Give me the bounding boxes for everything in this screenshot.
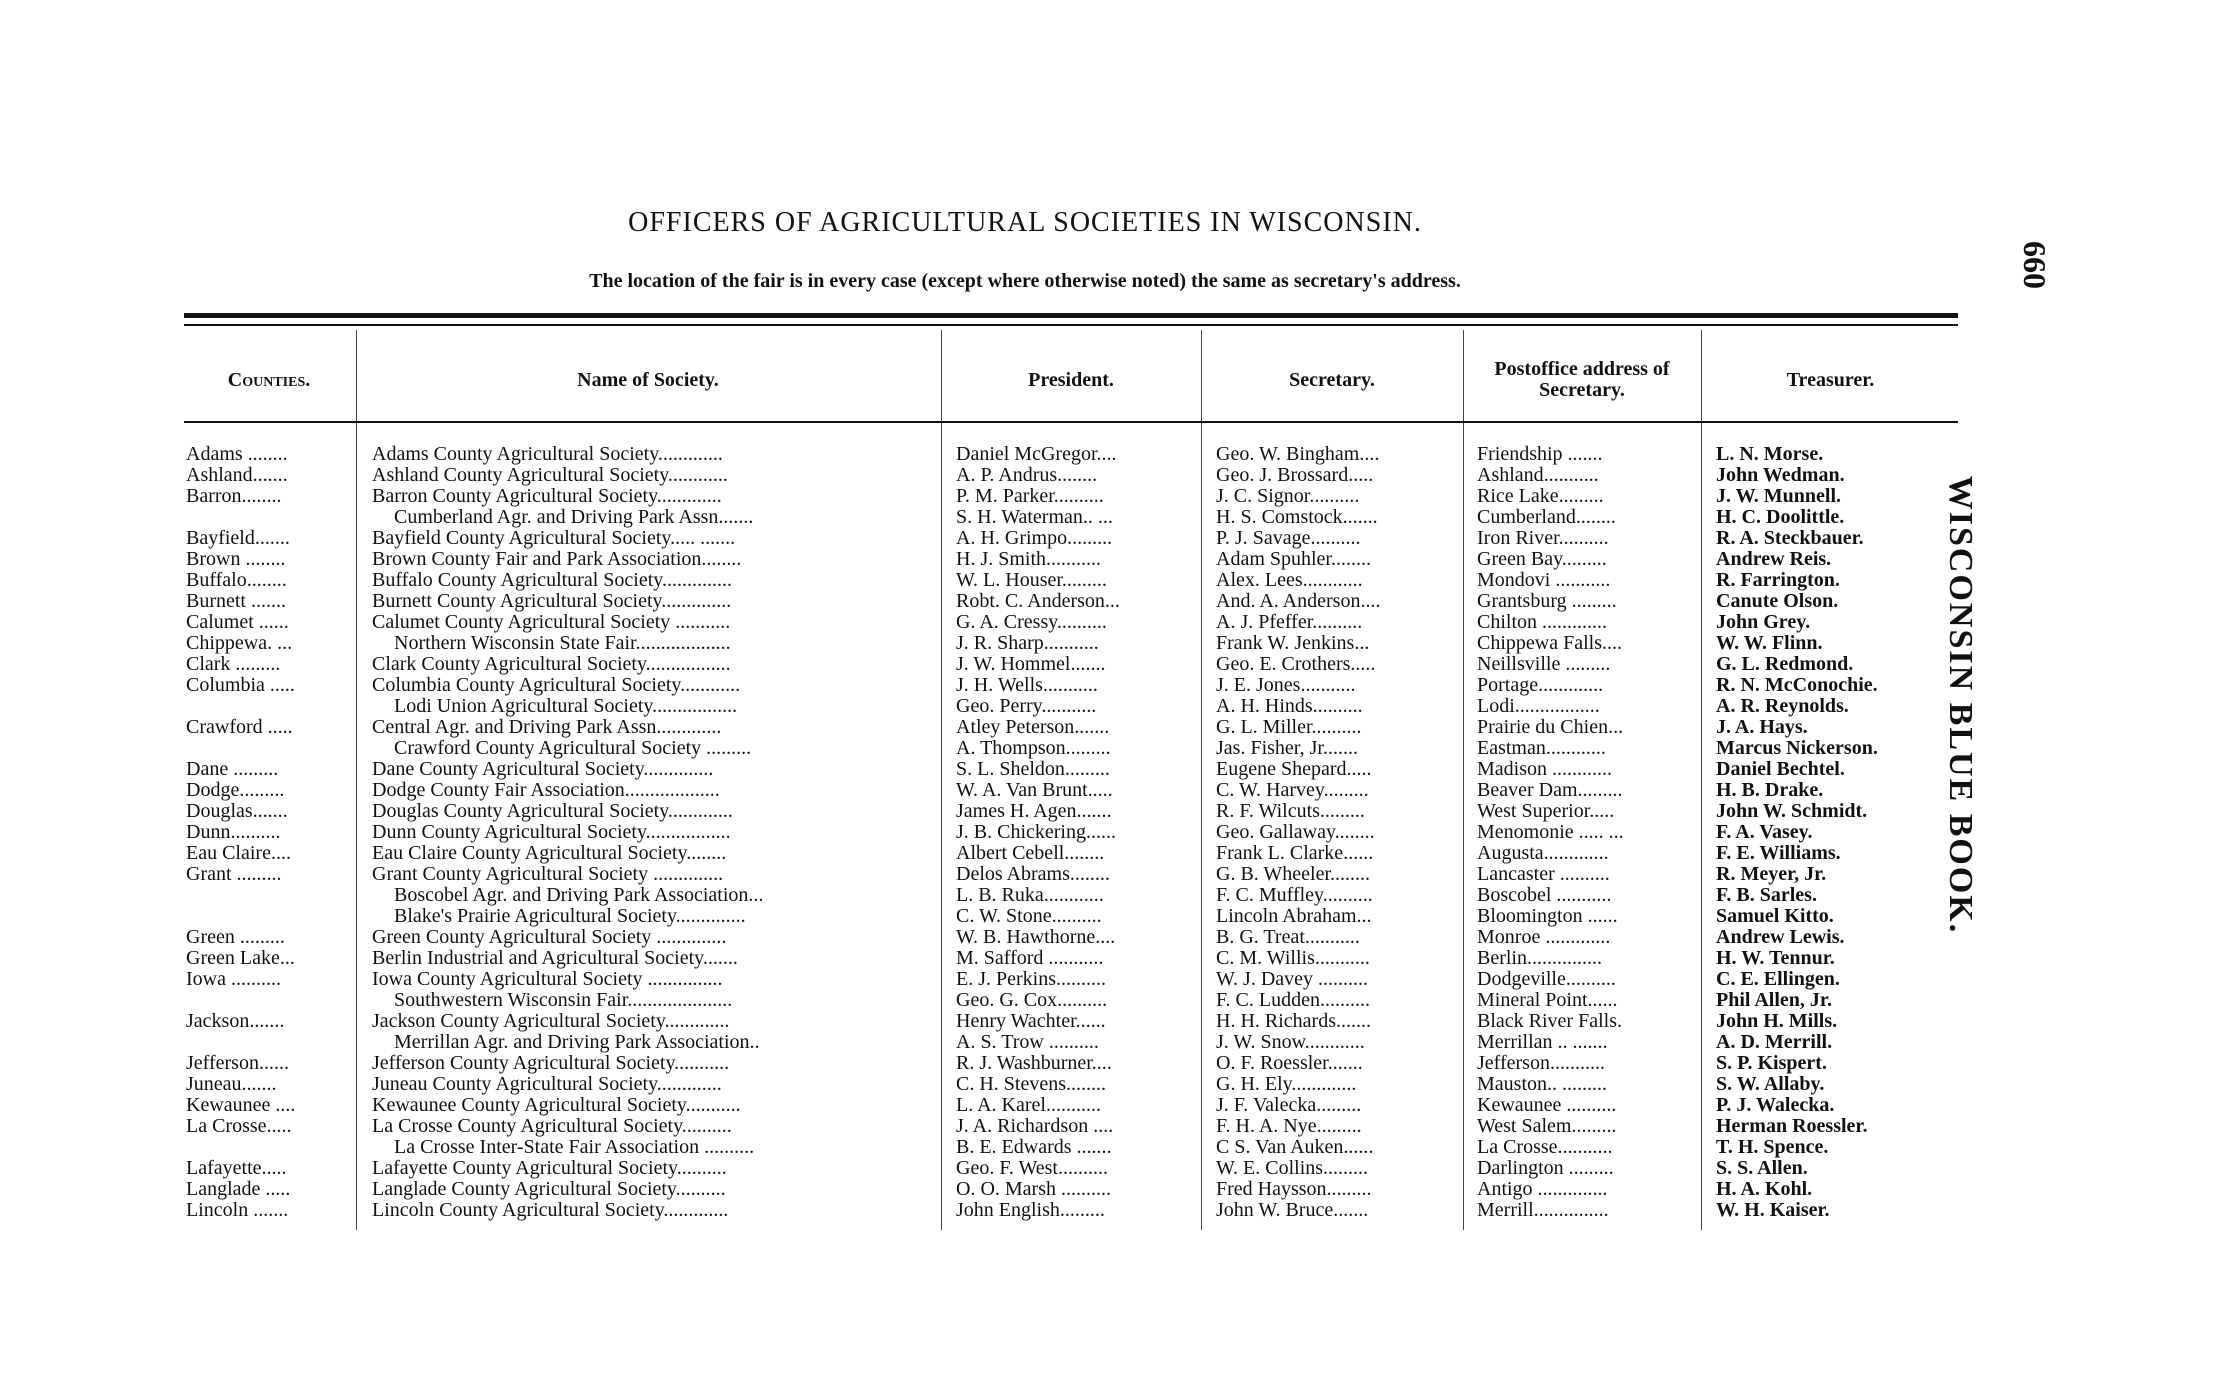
president-cell: J. A. Richardson .... — [956, 1116, 1114, 1137]
treasurer-cell: W. H. Kaiser. — [1716, 1200, 1830, 1221]
secretary-cell: C. M. Willis........... — [1216, 948, 1370, 969]
treasurer-cell: H. C. Doolittle. — [1716, 507, 1845, 528]
table-row — [0, 738, 2218, 759]
table-row — [0, 1179, 2218, 1200]
table-row — [0, 444, 2218, 465]
county-cell — [186, 507, 354, 528]
treasurer-cell: A. R. Reynolds. — [1716, 696, 1849, 717]
secretary-cell: Geo. Gallaway........ — [1216, 822, 1375, 843]
table-row — [0, 843, 2218, 864]
postoffice-address-cell: Green Bay......... — [1477, 549, 1607, 570]
president-cell: Geo. Perry........... — [956, 696, 1097, 717]
society-name-cell: Crawford County Agricultural Society ......... — [394, 738, 752, 759]
page-title: OFFICERS OF AGRICULTURAL SOCIETIES IN WISCONSIN. — [628, 207, 1422, 238]
president-cell: Delos Abrams........ — [956, 864, 1110, 885]
treasurer-cell: J. A. Hays. — [1716, 717, 1808, 738]
treasurer-cell: R. Farrington. — [1716, 570, 1840, 591]
treasurer-cell: Canute Olson. — [1716, 591, 1839, 612]
president-cell: A. H. Grimpo......... — [956, 528, 1113, 549]
county-cell: Jefferson...... — [186, 1053, 289, 1074]
treasurer-cell: A. D. Merrill. — [1716, 1032, 1833, 1053]
president-cell: J. B. Chickering...... — [956, 822, 1116, 843]
officers-table-body — [0, 444, 2218, 1221]
table-row — [0, 906, 2218, 927]
table-row — [0, 864, 2218, 885]
county-cell: Kewaunee .... — [186, 1095, 296, 1116]
secretary-cell: O. F. Roessler....... — [1216, 1053, 1363, 1074]
secretary-cell: Eugene Shepard..... — [1216, 759, 1372, 780]
president-cell: C. W. Stone.......... — [956, 906, 1102, 927]
header-postoffice: Postoffice address of Secretary. — [1494, 358, 1670, 401]
header-president: President. — [1028, 368, 1114, 391]
county-cell: Crawford ..... — [186, 717, 293, 738]
table-row — [0, 528, 2218, 549]
table-row — [0, 885, 2218, 906]
society-name-cell: Merrillan Agr. and Driving Park Association.. — [394, 1032, 760, 1053]
society-name-cell: Calumet County Agricultural Society ........... — [372, 612, 731, 633]
society-name-cell: Boscobel Agr. and Driving Park Association... — [394, 885, 764, 906]
secretary-cell: G. L. Miller.......... — [1216, 717, 1362, 738]
postoffice-address-cell: Bloomington ...... — [1477, 906, 1618, 927]
president-cell: A. S. Trow .......... — [956, 1032, 1099, 1053]
president-cell: Robt. C. Anderson... — [956, 591, 1120, 612]
county-cell: Dodge......... — [186, 780, 285, 801]
president-cell: P. M. Parker.......... — [956, 486, 1104, 507]
table-row — [0, 717, 2218, 738]
secretary-cell: F. H. A. Nye......... — [1216, 1116, 1362, 1137]
postoffice-address-cell: Augusta............. — [1477, 843, 1609, 864]
treasurer-cell: R. Meyer, Jr. — [1716, 864, 1827, 885]
secretary-cell: G. H. Ely............. — [1216, 1074, 1357, 1095]
society-name-cell: Central Agr. and Driving Park Assn............. — [372, 717, 722, 738]
society-name-cell: Lafayette County Agricultural Society.......... — [372, 1158, 727, 1179]
postoffice-address-cell: Madison ............ — [1477, 759, 1612, 780]
president-cell: Daniel McGregor.... — [956, 444, 1117, 465]
county-cell: Chippewa. ... — [186, 633, 293, 654]
postoffice-address-cell: Antigo .............. — [1477, 1179, 1608, 1200]
society-name-cell: Douglas County Agricultural Society............. — [372, 801, 733, 822]
president-cell: J. W. Hommel....... — [956, 654, 1106, 675]
county-cell: Dane ......... — [186, 759, 279, 780]
president-cell: H. J. Smith........... — [956, 549, 1102, 570]
postoffice-address-cell: Lancaster .......... — [1477, 864, 1610, 885]
county-cell: Grant ......... — [186, 864, 282, 885]
president-cell: E. J. Perkins.......... — [956, 969, 1106, 990]
county-cell: Brown ........ — [186, 549, 286, 570]
county-cell: Barron........ — [186, 486, 282, 507]
secretary-cell: Jas. Fisher, Jr....... — [1216, 738, 1358, 759]
secretary-cell: A. H. Hinds.......... — [1216, 696, 1363, 717]
society-name-cell: Juneau County Agricultural Society............. — [372, 1074, 722, 1095]
postoffice-address-cell: Beaver Dam......... — [1477, 780, 1623, 801]
county-cell: Langlade ..... — [186, 1179, 291, 1200]
secretary-cell: H. S. Comstock....... — [1216, 507, 1378, 528]
treasurer-cell: R. N. McConochie. — [1716, 675, 1878, 696]
county-cell: Lafayette..... — [186, 1158, 287, 1179]
top-rule-thin — [184, 324, 1958, 326]
county-cell: Bayfield....... — [186, 528, 290, 549]
treasurer-cell: F. E. Williams. — [1716, 843, 1841, 864]
top-rule-thick — [184, 313, 1958, 318]
running-head: WISCONSIN BLUE BOOK. — [1942, 475, 1979, 935]
county-cell: Clark ......... — [186, 654, 281, 675]
president-cell: Atley Peterson....... — [956, 717, 1110, 738]
secretary-cell: Geo. E. Crothers..... — [1216, 654, 1376, 675]
treasurer-cell: W. W. Flinn. — [1716, 633, 1823, 654]
society-name-cell: La Crosse Inter-State Fair Association .......... — [394, 1137, 755, 1158]
county-cell: Iowa .......... — [186, 969, 281, 990]
society-name-cell: Brown County Fair and Park Association........ — [372, 549, 742, 570]
postoffice-address-cell: Cumberland........ — [1477, 507, 1616, 528]
county-cell — [186, 906, 354, 927]
society-name-cell: Dunn County Agricultural Society................. — [372, 822, 731, 843]
header-society: Name of Society. — [577, 368, 719, 391]
county-cell — [186, 738, 354, 759]
president-cell: Albert Cebell........ — [956, 843, 1105, 864]
secretary-cell: A. J. Pfeffer.......... — [1216, 612, 1363, 633]
table-row — [0, 948, 2218, 969]
society-name-cell: Adams County Agricultural Society............. — [372, 444, 723, 465]
postoffice-address-cell: Prairie du Chien... — [1477, 717, 1624, 738]
county-cell — [186, 885, 354, 906]
secretary-cell: R. F. Wilcuts......... — [1216, 801, 1365, 822]
secretary-cell: P. J. Savage.......... — [1216, 528, 1361, 549]
county-cell — [186, 696, 354, 717]
postoffice-address-cell: Lodi................. — [1477, 696, 1600, 717]
table-row — [0, 570, 2218, 591]
treasurer-cell: S. S. Allen. — [1716, 1158, 1808, 1179]
secretary-cell: Fred Haysson......... — [1216, 1179, 1372, 1200]
president-cell: A. Thompson......... — [956, 738, 1111, 759]
page-number: 660 — [2017, 241, 2054, 289]
treasurer-cell: Marcus Nickerson. — [1716, 738, 1878, 759]
county-cell: Adams ........ — [186, 444, 288, 465]
county-cell: Ashland....... — [186, 465, 288, 486]
secretary-cell: John W. Bruce....... — [1216, 1200, 1369, 1221]
table-row — [0, 507, 2218, 528]
county-cell: Jackson....... — [186, 1011, 285, 1032]
table-row — [0, 1074, 2218, 1095]
secretary-cell: Lincoln Abraham... — [1216, 906, 1372, 927]
postoffice-address-cell: La Crosse........... — [1477, 1137, 1613, 1158]
county-cell: Buffalo........ — [186, 570, 287, 591]
society-name-cell: Green County Agricultural Society .............. — [372, 927, 727, 948]
header-treasurer: Treasurer. — [1786, 368, 1875, 391]
header-counties: Counties. — [227, 368, 311, 391]
society-name-cell: Buffalo County Agricultural Society.............. — [372, 570, 732, 591]
table-row — [0, 654, 2218, 675]
county-cell: Green ......... — [186, 927, 285, 948]
president-cell: W. A. Van Brunt..... — [956, 780, 1113, 801]
secretary-cell: F. C. Muffley.......... — [1216, 885, 1373, 906]
society-name-cell: Cumberland Agr. and Driving Park Assn....... — [394, 507, 754, 528]
secretary-cell: Adam Spuhler........ — [1216, 549, 1371, 570]
president-cell: B. E. Edwards ....... — [956, 1137, 1112, 1158]
society-name-cell: Jefferson County Agricultural Society........... — [372, 1053, 730, 1074]
postoffice-address-cell: Chilton ............. — [1477, 612, 1608, 633]
postoffice-address-cell: Merrill............... — [1477, 1200, 1609, 1221]
president-cell: W. B. Hawthorne.... — [956, 927, 1116, 948]
page-subtitle: The location of the fair is in every case (except where otherwise noted) the same as secretary's address. — [589, 270, 1461, 292]
county-cell: Dunn.......... — [186, 822, 281, 843]
table-row — [0, 780, 2218, 801]
secretary-cell: J. C. Signor.......... — [1216, 486, 1360, 507]
treasurer-cell: John H. Mills. — [1716, 1011, 1838, 1032]
president-cell: S. H. Waterman.. ... — [956, 507, 1113, 528]
society-name-cell: Grant County Agricultural Society .............. — [372, 864, 724, 885]
secretary-cell: G. B. Wheeler........ — [1216, 864, 1371, 885]
county-cell — [186, 1032, 354, 1053]
postoffice-address-cell: Jefferson........... — [1477, 1053, 1605, 1074]
treasurer-cell: Andrew Lewis. — [1716, 927, 1845, 948]
table-row — [0, 1158, 2218, 1179]
postoffice-address-cell: Mauston.. ......... — [1477, 1074, 1607, 1095]
treasurer-cell: John Grey. — [1716, 612, 1811, 633]
society-name-cell: Langlade County Agricultural Society.......... — [372, 1179, 726, 1200]
secretary-cell: B. G. Treat........... — [1216, 927, 1360, 948]
secretary-cell: H. H. Richards....... — [1216, 1011, 1371, 1032]
table-row — [0, 1032, 2218, 1053]
postoffice-address-cell: Eastman............ — [1477, 738, 1606, 759]
secretary-cell: Frank W. Jenkins... — [1216, 633, 1370, 654]
county-cell — [186, 1137, 354, 1158]
county-cell: Calumet ...... — [186, 612, 289, 633]
treasurer-cell: Andrew Reis. — [1716, 549, 1832, 570]
president-cell: R. J. Washburner.... — [956, 1053, 1112, 1074]
president-cell: James H. Agen....... — [956, 801, 1112, 822]
treasurer-cell: John Wedman. — [1716, 465, 1845, 486]
society-name-cell: Jackson County Agricultural Society............. — [372, 1011, 730, 1032]
table-row — [0, 549, 2218, 570]
table-row — [0, 1095, 2218, 1116]
county-cell: La Crosse..... — [186, 1116, 292, 1137]
society-name-cell: Ashland County Agricultural Society............ — [372, 465, 728, 486]
postoffice-address-cell: Darlington ......... — [1477, 1158, 1614, 1179]
postoffice-address-cell: Black River Falls. — [1477, 1011, 1622, 1032]
postoffice-address-cell: Ashland........... — [1477, 465, 1599, 486]
society-name-cell: Northern Wisconsin State Fair................... — [394, 633, 731, 654]
postoffice-address-cell: Menomonie ..... ... — [1477, 822, 1624, 843]
postoffice-address-cell: West Salem......... — [1477, 1116, 1617, 1137]
society-name-cell: Lincoln County Agricultural Society............. — [372, 1200, 729, 1221]
treasurer-cell: Samuel Kitto. — [1716, 906, 1834, 927]
secretary-cell: W. J. Davey .......... — [1216, 969, 1369, 990]
society-name-cell: Iowa County Agricultural Society ............... — [372, 969, 723, 990]
president-cell: J. H. Wells........... — [956, 675, 1098, 696]
treasurer-cell: S. W. Allaby. — [1716, 1074, 1825, 1095]
treasurer-cell: C. E. Ellingen. — [1716, 969, 1840, 990]
postoffice-address-cell: Portage............. — [1477, 675, 1604, 696]
postoffice-address-cell: Merrillan .. ....... — [1477, 1032, 1608, 1053]
president-cell: L. A. Karel........... — [956, 1095, 1101, 1116]
secretary-cell: Frank L. Clarke...... — [1216, 843, 1374, 864]
postoffice-address-cell: Iron River.......... — [1477, 528, 1609, 549]
secretary-cell: C S. Van Auken...... — [1216, 1137, 1374, 1158]
table-row — [0, 1116, 2218, 1137]
postoffice-address-cell: Monroe ............. — [1477, 927, 1611, 948]
treasurer-cell: J. W. Munnell. — [1716, 486, 1842, 507]
president-cell: Geo. G. Cox.......... — [956, 990, 1108, 1011]
table-row — [0, 990, 2218, 1011]
secretary-cell: W. E. Collins......... — [1216, 1158, 1369, 1179]
society-name-cell: La Crosse County Agricultural Society.......... — [372, 1116, 732, 1137]
president-cell: M. Safford ........... — [956, 948, 1104, 969]
treasurer-cell: H. A. Kohl. — [1716, 1179, 1813, 1200]
postoffice-address-cell: Chippewa Falls.... — [1477, 633, 1622, 654]
treasurer-cell: Daniel Bechtel. — [1716, 759, 1845, 780]
secretary-cell: J. W. Snow............ — [1216, 1032, 1365, 1053]
society-name-cell: Dodge County Fair Association................... — [372, 780, 720, 801]
county-cell: Burnett ....... — [186, 591, 286, 612]
president-cell: J. R. Sharp........... — [956, 633, 1099, 654]
secretary-cell: Geo. J. Brossard..... — [1216, 465, 1374, 486]
president-cell: John English......... — [956, 1200, 1105, 1221]
postoffice-address-cell: West Superior..... — [1477, 801, 1615, 822]
treasurer-cell: T. H. Spence. — [1716, 1137, 1829, 1158]
president-cell: A. P. Andrus........ — [956, 465, 1098, 486]
postoffice-address-cell: Neillsville ......... — [1477, 654, 1611, 675]
treasurer-cell: G. L. Redmond. — [1716, 654, 1854, 675]
county-cell: Eau Claire.... — [186, 843, 291, 864]
secretary-cell: Geo. W. Bingham.... — [1216, 444, 1380, 465]
society-name-cell: Barron County Agricultural Society............. — [372, 486, 722, 507]
table-row — [0, 822, 2218, 843]
society-name-cell: Burnett County Agricultural Society.............. — [372, 591, 732, 612]
secretary-cell: Alex. Lees............ — [1216, 570, 1363, 591]
postoffice-address-cell: Mondovi ........... — [1477, 570, 1611, 591]
postoffice-address-cell: Berlin............... — [1477, 948, 1602, 969]
table-row — [0, 696, 2218, 717]
president-cell: C. H. Stevens........ — [956, 1074, 1106, 1095]
secretary-cell: C. W. Harvey......... — [1216, 780, 1369, 801]
president-cell: L. B. Ruka............ — [956, 885, 1104, 906]
secretary-cell: F. C. Ludden.......... — [1216, 990, 1370, 1011]
treasurer-cell: R. A. Steckbauer. — [1716, 528, 1864, 549]
postoffice-address-cell: Mineral Point...... — [1477, 990, 1618, 1011]
table-row — [0, 969, 2218, 990]
table-row — [0, 633, 2218, 654]
postoffice-address-cell: Rice Lake......... — [1477, 486, 1604, 507]
treasurer-cell: H. B. Drake. — [1716, 780, 1824, 801]
president-cell: O. O. Marsh .......... — [956, 1179, 1111, 1200]
postoffice-address-cell: Friendship ....... — [1477, 444, 1603, 465]
table-row — [0, 759, 2218, 780]
society-name-cell: Eau Claire County Agricultural Society........ — [372, 843, 727, 864]
treasurer-cell: F. A. Vasey. — [1716, 822, 1813, 843]
society-name-cell: Blake's Prairie Agricultural Society.............. — [394, 906, 746, 927]
treasurer-cell: L. N. Morse. — [1716, 444, 1824, 465]
postoffice-address-cell: Grantsburg ......... — [1477, 591, 1617, 612]
secretary-cell: J. E. Jones........... — [1216, 675, 1356, 696]
society-name-cell: Bayfield County Agricultural Society..... ....... — [372, 528, 736, 549]
county-cell: Green Lake... — [186, 948, 295, 969]
table-row — [0, 675, 2218, 696]
header-secretary: Secretary. — [1289, 368, 1375, 391]
society-name-cell: Lodi Union Agricultural Society................. — [394, 696, 738, 717]
table-row — [0, 1137, 2218, 1158]
table-row — [0, 486, 2218, 507]
society-name-cell: Kewaunee County Agricultural Society........... — [372, 1095, 741, 1116]
table-row — [0, 612, 2218, 633]
table-row — [0, 1011, 2218, 1032]
postoffice-address-cell: Boscobel ........... — [1477, 885, 1612, 906]
table-row — [0, 591, 2218, 612]
president-cell: Henry Wachter...... — [956, 1011, 1106, 1032]
table-row — [0, 1200, 2218, 1221]
county-cell: Columbia ..... — [186, 675, 295, 696]
county-cell: Juneau....... — [186, 1074, 277, 1095]
treasurer-cell: Phil Allen, Jr. — [1716, 990, 1832, 1011]
president-cell: G. A. Cressy.......... — [956, 612, 1107, 633]
president-cell: S. L. Sheldon......... — [956, 759, 1110, 780]
county-cell — [186, 990, 354, 1011]
header-rule — [184, 421, 1958, 423]
treasurer-cell: S. P. Kispert. — [1716, 1053, 1827, 1074]
county-cell: Lincoln ....... — [186, 1200, 289, 1221]
table-row — [0, 1053, 2218, 1074]
society-name-cell: Dane County Agricultural Society.............. — [372, 759, 714, 780]
secretary-cell: And. A. Anderson.... — [1216, 591, 1381, 612]
society-name-cell: Columbia County Agricultural Society............ — [372, 675, 741, 696]
table-row — [0, 465, 2218, 486]
treasurer-cell: H. W. Tennur. — [1716, 948, 1835, 969]
table-row — [0, 801, 2218, 822]
treasurer-cell: John W. Schmidt. — [1716, 801, 1868, 822]
postoffice-address-cell: Kewaunee .......... — [1477, 1095, 1617, 1116]
treasurer-cell: P. J. Walecka. — [1716, 1095, 1835, 1116]
treasurer-cell: Herman Roessler. — [1716, 1116, 1868, 1137]
society-name-cell: Clark County Agricultural Society................. — [372, 654, 731, 675]
secretary-cell: J. F. Valecka......... — [1216, 1095, 1362, 1116]
president-cell: W. L. Houser......... — [956, 570, 1107, 591]
president-cell: Geo. F. West.......... — [956, 1158, 1108, 1179]
postoffice-address-cell: Dodgeville.......... — [1477, 969, 1616, 990]
county-cell: Douglas....... — [186, 801, 288, 822]
society-name-cell: Berlin Industrial and Agricultural Society....... — [372, 948, 738, 969]
table-row — [0, 927, 2218, 948]
society-name-cell: Southwestern Wisconsin Fair..................... — [394, 990, 733, 1011]
treasurer-cell: F. B. Sarles. — [1716, 885, 1817, 906]
